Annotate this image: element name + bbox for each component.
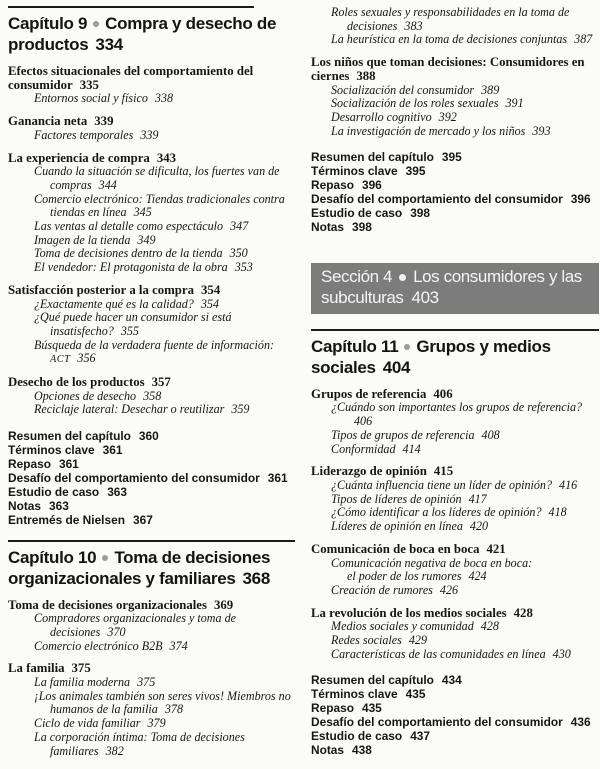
chapter-block [8, 6, 295, 55]
page-number: 416 [559, 477, 578, 492]
toc-entry [8, 152, 295, 166]
subentry-label: insatisfecho? [50, 323, 114, 338]
toc-block [8, 284, 295, 367]
page-number: 396 [361, 178, 382, 193]
endmatter-label: Repaso [311, 701, 354, 716]
endmatter-item [311, 744, 599, 758]
subentry-line [347, 415, 599, 429]
endmatter-label: Términos clave [311, 164, 398, 179]
page-number: 383 [404, 18, 423, 33]
toc-subentry [8, 339, 295, 367]
endmatter-label: Estudio de caso [311, 205, 403, 220]
endmatter-item [311, 221, 599, 235]
chapter-title: Toma de decisiones organizacionales y familiares [8, 547, 271, 588]
toc-subentry [311, 479, 599, 493]
section-banner [311, 263, 599, 314]
subentry-label: Socialización de los roles sexuales [331, 96, 499, 111]
toc-subentry [8, 193, 295, 220]
subentry-label: Entornos social y físico [34, 91, 148, 106]
endmatter-item [311, 207, 599, 221]
page-number: 375 [71, 661, 91, 676]
toc-subentry [311, 648, 599, 662]
subentry-label: Comercio electrónico B2B [34, 638, 163, 653]
toc-block [311, 607, 599, 662]
page-number: 438 [352, 742, 372, 757]
page-number: 426 [439, 582, 459, 597]
page-number: 339 [94, 114, 114, 129]
subentry-label: Medios sociales y comunidad [331, 619, 474, 634]
page-number: 344 [98, 177, 117, 192]
toc-subentry [311, 401, 599, 428]
chapter-label: Capítulo 11 [311, 336, 399, 356]
page-number: 414 [402, 441, 421, 456]
subentry-label: ¿Qué puede hacer un consumidor si está [34, 310, 232, 325]
toc-subentry [311, 97, 599, 111]
endmatter-list [311, 151, 599, 234]
page-number: 354 [200, 296, 219, 311]
page-number: 393 [532, 123, 551, 138]
toc-right-column [311, 6, 599, 767]
toc-subentry [311, 33, 599, 47]
page-number: 417 [468, 491, 487, 506]
toc-subentry [8, 676, 295, 690]
subentry-label: Toma de decisiones dentro de la tienda [34, 246, 223, 261]
toc-entry [8, 115, 295, 129]
chapter-label: Capítulo 10 [8, 547, 97, 567]
toc-entry [8, 65, 295, 92]
chapter-label: Capítulo 9 [8, 14, 88, 33]
subentry-label: Compradores organizacionales y toma de [34, 611, 236, 626]
subentry-line [34, 337, 295, 353]
subentry-line [331, 400, 599, 415]
endmatter-label: Repaso [311, 178, 354, 193]
section-page-number: 403 [411, 288, 439, 308]
page-number: 369 [213, 597, 234, 612]
subentry-label: La corporación íntima: Toma de decisiones [34, 729, 245, 744]
bullet-icon [399, 274, 406, 281]
toc-subentry [8, 129, 295, 143]
toc-subentry [8, 220, 295, 234]
chapter-heading [8, 547, 295, 589]
endmatter-label: Entremés de Nielsen [8, 512, 125, 527]
subentry-label: Roles sexuales y responsabilidades en la toma de [331, 5, 570, 19]
page-number: 349 [137, 232, 156, 247]
page-number: 395 [441, 150, 462, 165]
entry-label: La revolución de los medios sociales [311, 605, 507, 620]
endmatter-label: Desafío del comportamiento del consumidor [8, 470, 260, 485]
subentry-label: Desarrollo cognitivo [331, 109, 432, 124]
subentry-label: ¡Los animales también son seres vivos! Miembros no humanos de la familia [34, 688, 291, 717]
toc-entry [8, 376, 295, 390]
entry-label: Liderazgo de opinión [311, 464, 427, 479]
toc-subentry [8, 731, 295, 758]
subentry-line [34, 729, 295, 745]
page-number: 406 [433, 386, 453, 401]
subentry-label: La investigación de mercado y los niños [331, 123, 526, 138]
toc-entry [8, 284, 295, 298]
toc-subentry [311, 584, 599, 598]
subentry-line [331, 555, 599, 571]
subentry-label: Búsqueda de la verdadera fuente de información: [34, 337, 275, 352]
subentry-label: ¿Cómo identificar a los líderes de opinión? [331, 505, 542, 520]
page-number: 429 [408, 633, 428, 648]
toc-subentry [8, 690, 295, 717]
page-number: 370 [107, 624, 126, 639]
entry-label: Satisfacción posterior a la compra [8, 282, 195, 297]
subentry-label: el poder de los rumores [347, 569, 462, 584]
entry-label: Comunicación de boca en boca [311, 541, 480, 556]
entry-label: Grupos de referencia [311, 386, 427, 401]
endmatter-item [311, 193, 599, 207]
toc-subentry [311, 6, 599, 33]
endmatter-item [311, 730, 599, 744]
bullet-icon [102, 555, 108, 561]
toc-entry [8, 599, 295, 613]
endmatter-label: Desafío del comportamiento del consumidor [311, 192, 563, 207]
toc-subentry [8, 403, 295, 417]
page-number: 408 [481, 427, 500, 442]
toc-subentry [311, 493, 599, 507]
page-number: 430 [552, 646, 571, 661]
toc-block [311, 465, 599, 534]
subentry-label: La heurística en la toma de decisiones conjuntas [331, 32, 568, 47]
divider-rule [311, 329, 599, 331]
endmatter-item [8, 472, 295, 486]
subentry-line [50, 745, 295, 759]
subentry-label: Ciclo de vida familiar [34, 716, 141, 731]
endmatter-label: Términos clave [8, 443, 95, 458]
section-label: Sección 4 [321, 266, 393, 286]
toc-subentry [311, 125, 599, 139]
page-number: 435 [361, 701, 382, 716]
page-number: 361 [58, 456, 79, 471]
subentry-label: decisiones [347, 18, 398, 33]
subentry-line [34, 310, 295, 325]
toc-subentry [8, 247, 295, 261]
subentry-label: Comercio electrónico: Tiendas tradicionales contra tiendas en línea [34, 191, 285, 220]
toc-entry [311, 543, 599, 557]
subentry-label: ¿Cuándo son importantes los grupos de referencia? [331, 400, 583, 415]
endmatter-item [8, 500, 295, 514]
toc-entry [311, 56, 599, 83]
subentry-line [50, 352, 295, 367]
page-number: 355 [120, 323, 139, 338]
page-number: 420 [469, 519, 489, 534]
toc-subentry [311, 443, 599, 457]
page-number: 391 [505, 96, 524, 111]
toc-subentry [311, 111, 599, 125]
page-number: 354 [201, 282, 221, 297]
subentry-line [50, 325, 295, 339]
subentry-label: Las ventas al detalle como espectáculo [34, 219, 224, 234]
subentry-label: ¿Cuánta influencia tiene un líder de opinión? [331, 477, 553, 492]
page-number: 421 [486, 541, 506, 556]
toc-entry [311, 607, 599, 621]
subentry-label: Líderes de opinión en línea [331, 519, 463, 534]
subentry-label: Reciclaje lateral: Desechar o reutilizar [34, 402, 225, 417]
page-number: 363 [107, 484, 128, 499]
subentry-label: decisiones [50, 624, 101, 639]
entry-label: Ganancia neta [8, 114, 88, 129]
subentry-label: Redes sociales [331, 633, 402, 648]
bullet-icon [404, 344, 410, 350]
endmatter-item [311, 179, 599, 193]
page-number: 398 [410, 205, 431, 220]
page-number: 361 [267, 470, 288, 485]
page-number: 396 [570, 192, 591, 207]
page-number: 359 [231, 402, 250, 417]
entry-label: La familia [8, 661, 65, 676]
entry-label: Los niños que toman decisiones: Consumidores en ciernes [311, 55, 585, 83]
page-number: 436 [570, 715, 591, 730]
subentry-line [34, 611, 295, 626]
page-number: 437 [410, 729, 431, 744]
page-number: 374 [169, 638, 188, 653]
subentry-line [347, 20, 599, 34]
toc-subentry [311, 620, 599, 634]
page-number: 358 [143, 388, 162, 403]
subentry-label: Tipos de líderes de opinión [331, 491, 462, 506]
subentry-label: Características de las comunidades en línea [331, 646, 546, 661]
toc-subentry [311, 506, 599, 520]
endmatter-item [311, 151, 599, 165]
toc-entry [311, 465, 599, 479]
endmatter-item [8, 458, 295, 472]
endmatter-label: Notas [311, 742, 345, 757]
toc-block [8, 65, 295, 106]
toc-entry [311, 388, 599, 402]
page-number: 343 [156, 150, 177, 165]
endmatter-item [311, 702, 599, 716]
endmatter-label: Resumen del capítulo [311, 673, 434, 688]
divider-rule [8, 6, 254, 8]
toc-block [311, 6, 599, 47]
toc-left-column [8, 6, 295, 767]
toc-block [8, 599, 295, 654]
subentry-label: Socialización del consumidor [331, 82, 475, 97]
entry-label: Efectos situacionales del comportamiento del consumidor [8, 64, 254, 92]
toc-subentry [311, 429, 599, 443]
toc-subentry [311, 520, 599, 534]
page-number: 375 [137, 675, 156, 690]
subentry-line [331, 5, 599, 20]
page-number: 356 [77, 351, 96, 366]
toc-block [8, 115, 295, 142]
toc-block [8, 376, 295, 417]
subentry-label: ACT [50, 354, 71, 366]
toc-subentry [8, 234, 295, 248]
toc-subentry [8, 311, 295, 338]
page-number: 418 [548, 505, 567, 520]
subentry-label: Creación de rumores [331, 582, 433, 597]
page-number: 353 [234, 260, 253, 275]
bullet-icon [93, 21, 99, 27]
subentry-label: Imagen de la tienda [34, 232, 131, 247]
chapter-title: Grupos y medios sociales [311, 336, 551, 377]
entry-label: La experiencia de compra [8, 150, 150, 165]
page-number: 395 [405, 164, 426, 179]
toc-subentry [8, 717, 295, 731]
toc-block [311, 543, 599, 598]
page-number: 350 [229, 246, 248, 261]
toc-subentry [311, 557, 599, 584]
page-number: 389 [481, 82, 500, 97]
toc-subentry [8, 640, 295, 654]
subentry-label: La familia moderna [34, 675, 131, 690]
page-number: 387 [574, 32, 593, 47]
endmatter-label: Notas [8, 498, 42, 513]
toc-subentry [8, 165, 295, 192]
endmatter-label: Estudio de caso [311, 729, 403, 744]
page-number: 357 [151, 375, 171, 390]
endmatter-list [8, 430, 295, 527]
page-number: 360 [138, 429, 159, 444]
toc-subentry [8, 390, 295, 404]
page-number: 424 [468, 569, 487, 584]
subentry-line [347, 570, 599, 584]
toc-block [8, 662, 295, 758]
page-number: 434 [441, 673, 462, 688]
endmatter-label: Resumen del capítulo [8, 429, 131, 444]
toc-subentry [311, 634, 599, 648]
toc-subentry [8, 92, 295, 106]
section-title: Los consumidores y las subculturas [321, 266, 582, 308]
page-number: 435 [405, 687, 426, 702]
toc-subentry [8, 298, 295, 312]
toc-subentry [8, 612, 295, 639]
subentry-label: Cuando la situación se dificulta, los fuertes van de compras [34, 164, 280, 192]
toc-subentry [8, 261, 295, 275]
chapter-title: Compra y desecho de productos [8, 14, 277, 54]
page-number: 392 [438, 109, 457, 124]
page-number: 338 [154, 91, 174, 106]
chapter-page-number: 404 [382, 357, 411, 377]
chapter-block [8, 540, 295, 589]
page-number: 361 [102, 443, 123, 458]
page-number: 335 [79, 77, 99, 92]
page-number: 428 [480, 619, 499, 634]
page-number: 398 [352, 219, 372, 234]
endmatter-item [311, 716, 599, 730]
entry-label: Desecho de los productos [8, 375, 145, 390]
divider-rule [8, 540, 295, 542]
toc-entry [8, 662, 295, 676]
page-number: 378 [164, 702, 183, 717]
toc-block [311, 56, 599, 138]
subentry-line [50, 626, 295, 640]
endmatter-item [311, 165, 599, 179]
endmatter-label: Términos clave [311, 687, 398, 702]
entry-label: Toma de decisiones organizacionales [8, 597, 207, 612]
endmatter-label: Notas [311, 219, 345, 234]
page-number: 379 [147, 716, 166, 731]
chapter-heading [311, 336, 599, 378]
subentry-label: Opciones de desecho [34, 388, 137, 403]
endmatter-item [8, 444, 295, 458]
chapter-block [311, 329, 599, 378]
subentry-label: familiares [50, 743, 99, 758]
chapter-page-number: 334 [95, 35, 123, 54]
endmatter-label: Desafío del comportamiento del consumidor [311, 715, 563, 730]
page-number: 415 [433, 464, 454, 479]
endmatter-item [8, 430, 295, 444]
subentry-label: Comunicación negativa de boca en boca: [331, 555, 533, 570]
toc-block [8, 152, 295, 275]
page-number: 367 [132, 512, 153, 527]
page-number: 347 [230, 219, 249, 234]
endmatter-item [311, 688, 599, 702]
endmatter-list [311, 674, 599, 757]
endmatter-item [311, 674, 599, 688]
subentry-label: Conformidad [331, 441, 396, 456]
page-number: 363 [49, 498, 69, 513]
endmatter-item [8, 514, 295, 528]
chapter-heading [8, 13, 295, 55]
endmatter-item [8, 486, 295, 500]
chapter-page-number: 368 [242, 568, 270, 588]
endmatter-label: Resumen del capítulo [311, 150, 434, 165]
endmatter-label: Repaso [8, 456, 51, 471]
endmatter-label: Estudio de caso [8, 484, 100, 499]
page-number: 428 [513, 605, 533, 620]
subentry-label: ¿Exactamente qué es la calidad? [34, 296, 194, 311]
toc-subentry [311, 84, 599, 98]
subentry-label: Factores temporales [34, 127, 134, 142]
subentry-label: El vendedor: El protagonista de la obra [34, 260, 228, 275]
subentry-label: Tipos de grupos de referencia [331, 427, 475, 442]
page-number: 339 [140, 127, 159, 142]
page-number: 388 [356, 68, 376, 83]
toc-block [311, 388, 599, 457]
page-number: 382 [105, 743, 124, 758]
page-number: 345 [133, 205, 152, 220]
page-number: 406 [354, 414, 373, 429]
